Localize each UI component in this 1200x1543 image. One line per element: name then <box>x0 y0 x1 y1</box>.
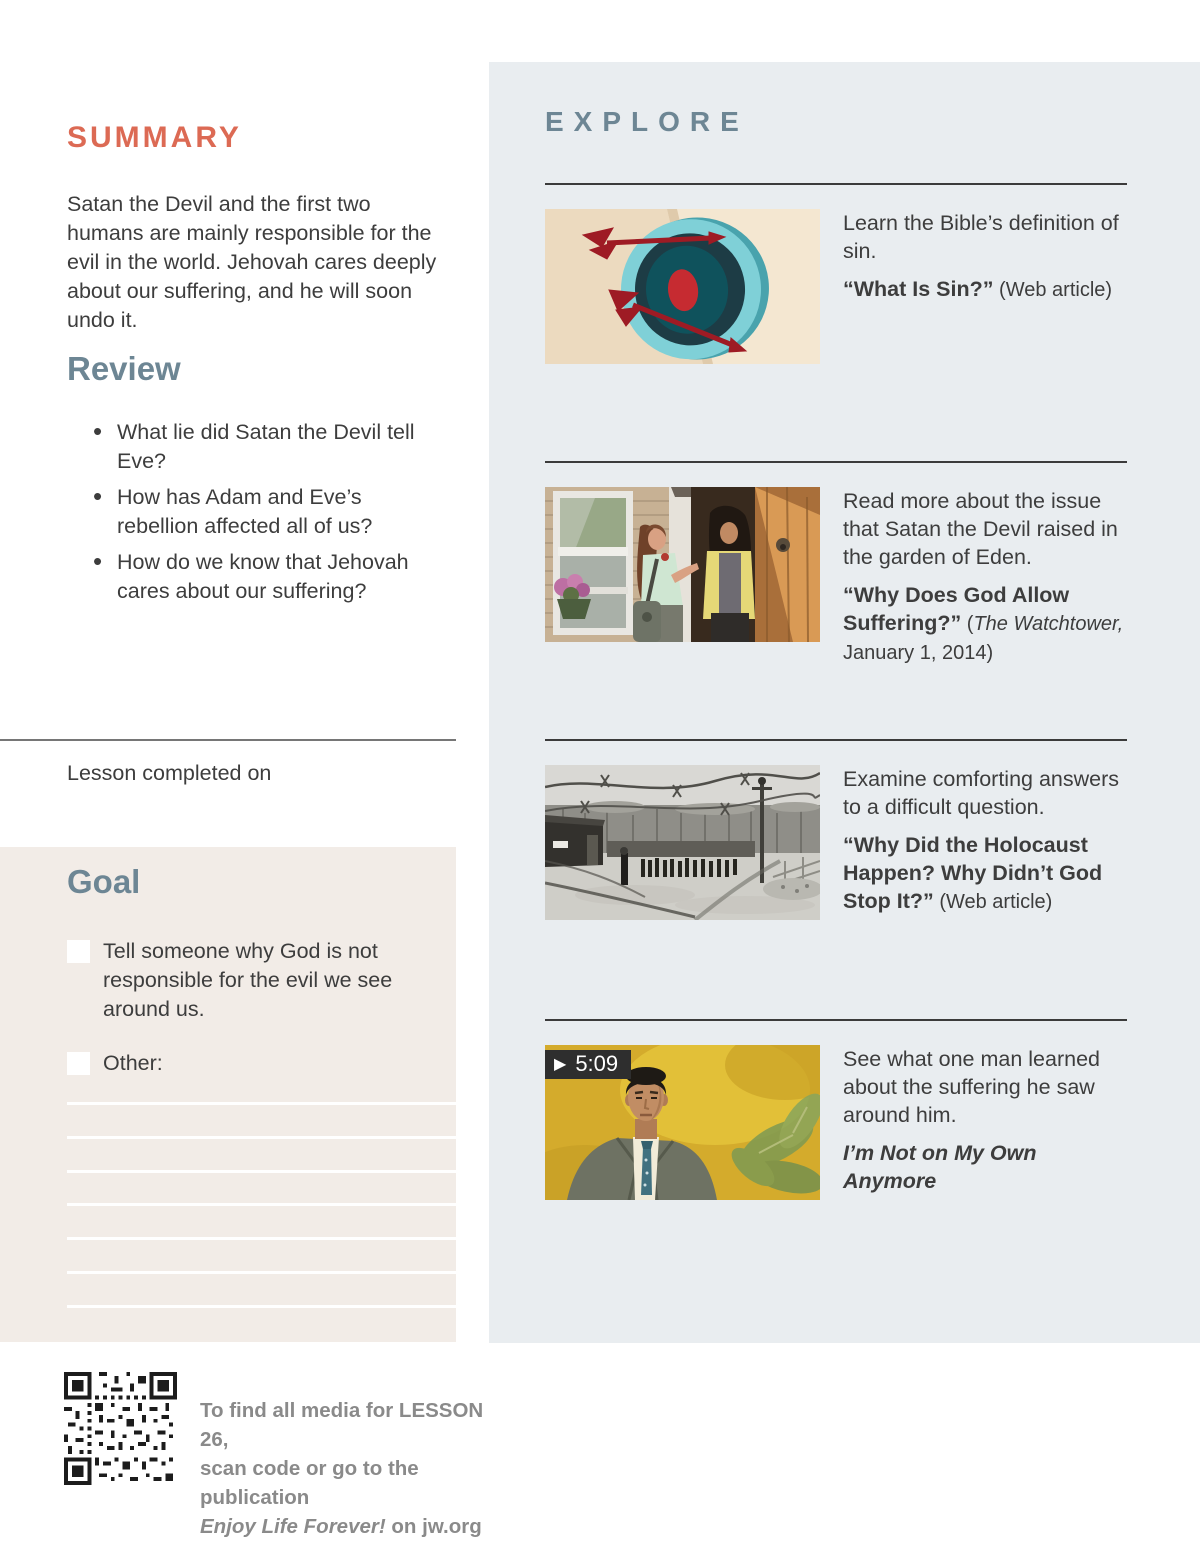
explore-item-text <box>843 487 1127 677</box>
explore-item-description: See what one man learned about the suffering he saw around him. <box>843 1047 1100 1127</box>
footer-line: on jw.org <box>385 1515 482 1538</box>
explore-item-text <box>843 1045 1127 1205</box>
video-title-link[interactable]: I’m Not on My Own Anymore <box>843 1141 1037 1193</box>
publication-title: Enjoy Life Forever! <box>200 1515 386 1538</box>
explore-item <box>545 461 1127 677</box>
review-question: • What lie did Satan the Devil tell Eve? <box>93 418 429 476</box>
goal-heading: Goal <box>67 863 141 900</box>
article-format-note: (Web article) <box>993 279 1113 301</box>
writing-line <box>67 1271 456 1274</box>
video-duration-badge <box>545 1050 631 1079</box>
camp-photo-illustration <box>545 765 820 920</box>
review-heading: Review <box>67 350 181 387</box>
footer-line: To find all media for LESSON 26, <box>200 1399 484 1451</box>
article-link[interactable]: “What Is Sin?” <box>843 277 994 301</box>
article-format-note: (The Watchtower, January 1, 2014) <box>843 613 1124 664</box>
summary-paragraph: Satan the Devil and the first two humans are mainly responsible for the evil in the world. Jehovah cares deeply about our suffering, and he will soon undo it. <box>67 191 437 332</box>
explore-item-description: Learn the Bible’s definition of sin. <box>843 211 1119 263</box>
lesson-completed-label: Lesson completed on <box>67 761 272 785</box>
explore-item <box>545 1019 1127 1205</box>
writing-line <box>67 1237 456 1240</box>
explore-item <box>545 183 1127 364</box>
two-women-doorstep-thumbnail[interactable] <box>545 487 820 642</box>
holocaust-camp-thumbnail[interactable] <box>545 765 820 920</box>
play-icon: ▶ <box>554 1056 567 1073</box>
review-question: • How do we know that Jehovah cares about our suffering? <box>93 548 429 606</box>
writing-line <box>67 1170 456 1173</box>
review-section <box>67 350 447 613</box>
writing-line <box>67 1305 456 1308</box>
footer-line: scan code or go to the publication <box>200 1457 419 1509</box>
goal-section <box>0 847 456 1342</box>
review-question: • How has Adam and Eve’s rebellion affected all of us? <box>93 483 429 541</box>
video-duration: 5:09 <box>575 1051 619 1076</box>
target-illustration <box>545 209 820 364</box>
explore-item <box>545 739 1127 926</box>
explore-item-description: Examine comforting answers to a difficult question. <box>843 767 1120 819</box>
goal-checkbox[interactable] <box>67 940 90 963</box>
doorstep-photo-illustration <box>545 487 820 642</box>
target-with-arrows-thumbnail[interactable] <box>545 209 820 364</box>
divider-rule <box>0 739 456 741</box>
explore-section <box>489 62 1200 1343</box>
explore-item-description: Read more about the issue that Satan the Devil raised in the garden of Eden. <box>843 489 1118 569</box>
video-thumbnail[interactable] <box>545 1045 820 1200</box>
article-link[interactable]: “Why Does God Allow Suffering?” <box>843 583 1070 635</box>
magazine-title: The Watchtower, <box>973 613 1124 635</box>
article-link[interactable]: “Why Did the Holocaust Happen? Why Didn’t God Stop It?” <box>843 833 1103 913</box>
qr-code <box>64 1372 177 1485</box>
summary-heading: SUMMARY <box>67 121 242 155</box>
writing-line <box>67 1102 456 1105</box>
goal-item <box>67 1049 433 1078</box>
explore-heading: EXPLORE <box>545 106 749 137</box>
explore-item-text <box>843 765 1127 926</box>
writing-line <box>67 1136 456 1139</box>
footer-media-note <box>200 1396 512 1541</box>
goal-item-label: Tell someone why God is not responsible for the evil we see around us. <box>103 939 393 1021</box>
qr-code-graphic <box>64 1372 177 1485</box>
goal-item-label: Other: <box>103 1051 163 1075</box>
goal-item <box>67 937 433 1024</box>
writing-line <box>67 1203 456 1206</box>
explore-item-text <box>843 209 1127 364</box>
review-question-list <box>93 418 429 606</box>
article-format-note: (Web article) <box>933 891 1053 913</box>
goal-checkbox[interactable] <box>67 1052 90 1075</box>
